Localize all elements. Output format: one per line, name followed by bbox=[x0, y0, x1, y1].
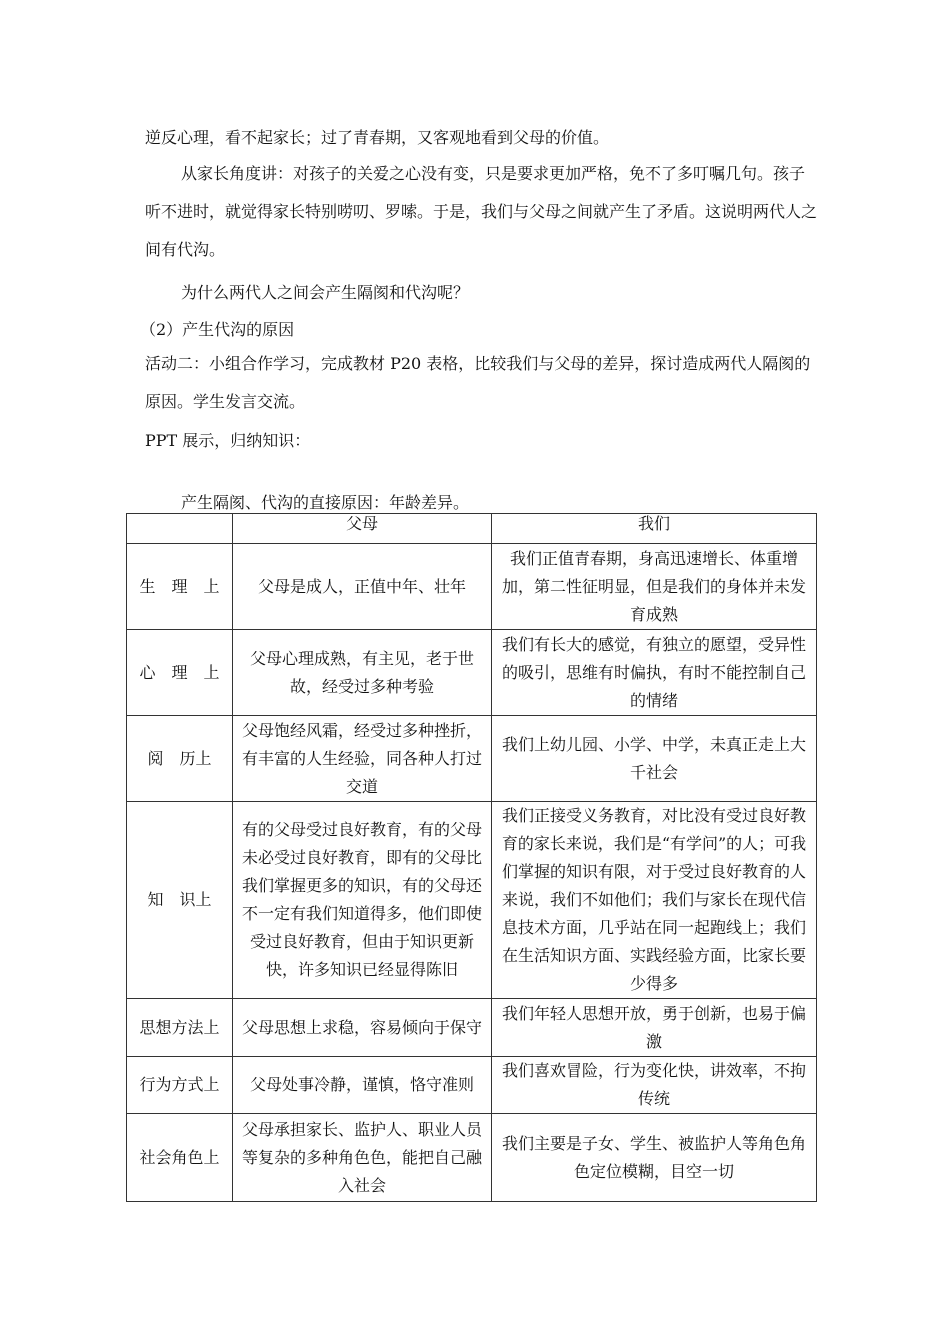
table-header-cell: 父母 bbox=[233, 514, 492, 544]
row-us: 我们正值青春期，身高迅速增长、体重增加，第二性征明显，但是我们的身体并未发育成熟 bbox=[492, 544, 817, 630]
paragraph-parent-view: 从家长角度讲：对孩子的关爱之心没有变，只是要求更加严格，免不了多叮嘱几句。孩子听不进时，就觉得家长特别唠叨、罗嗦。于是，我们与父母之间就产生了矛盾。这说明两代人之间有代沟。 bbox=[145, 164, 818, 259]
table-header-cell: 我们 bbox=[492, 514, 817, 544]
table-header-row bbox=[127, 514, 817, 544]
row-aspect: 行为方式上 bbox=[127, 1057, 233, 1114]
row-aspect: 心 理 上 bbox=[127, 630, 233, 716]
table-row bbox=[127, 802, 817, 999]
comparison-table bbox=[126, 513, 817, 1202]
table-header-cell bbox=[127, 514, 233, 544]
row-us: 我们主要是子女、学生、被监护人等角色角色定位模糊，目空一切 bbox=[492, 1114, 817, 1202]
row-parents: 有的父母受过良好教育，有的父母未必受过良好教育，即有的父母比我们掌握更多的知识，有的父母还不一定有我们知道得多，他们即使受过良好教育，但由于知识更新快，许多知识已经显得陈旧 bbox=[233, 802, 492, 999]
table-row bbox=[127, 544, 817, 630]
row-parents: 父母承担家长、监护人、职业人员等复杂的多种角色色，能把自己融入社会 bbox=[233, 1114, 492, 1202]
row-parents: 父母是成人，正值中年、壮年 bbox=[233, 544, 492, 630]
row-parents: 父母处事冷静，谨慎，恪守准则 bbox=[233, 1057, 492, 1114]
row-aspect: 生 理 上 bbox=[127, 544, 233, 630]
paragraph-question: 为什么两代人之间会产生隔阂和代沟呢？ bbox=[181, 283, 470, 302]
row-us: 我们有长大的感觉，有独立的愿望，受异性的吸引，思维有时偏执，有时不能控制自己的情绪 bbox=[492, 630, 817, 716]
table-row bbox=[127, 999, 817, 1057]
table-row bbox=[127, 1114, 817, 1202]
row-aspect: 阅 历上 bbox=[127, 716, 233, 802]
table-row bbox=[127, 630, 817, 716]
row-aspect: 知 识上 bbox=[127, 802, 233, 999]
paragraph-ppt-display: PPT 展示，归纳知识： bbox=[145, 431, 311, 450]
table-row bbox=[127, 716, 817, 802]
row-parents: 父母心理成熟，有主见，老于世故，经受过多种考验 bbox=[233, 630, 492, 716]
paragraph-direct-cause: 产生隔阂、代沟的直接原因：年龄差异。 bbox=[181, 493, 470, 512]
row-us: 我们喜欢冒险，行为变化快，讲效率，不拘传统 bbox=[492, 1057, 817, 1114]
row-aspect: 思想方法上 bbox=[127, 999, 233, 1057]
paragraph-rebellion: 逆反心理，看不起家长；过了青春期，又客观地看到父母的价值。 bbox=[145, 128, 610, 147]
table-row bbox=[127, 1057, 817, 1114]
row-us: 我们上幼儿园、小学、中学，未真正走上大千社会 bbox=[492, 716, 817, 802]
row-us: 我们年轻人思想开放，勇于创新，也易于偏激 bbox=[492, 999, 817, 1057]
row-parents: 父母思想上求稳，容易倾向于保守 bbox=[233, 999, 492, 1057]
row-aspect: 社会角色上 bbox=[127, 1114, 233, 1202]
row-us: 我们正接受义务教育，对比没有受过良好教育的家长来说，我们是“有学问”的人；可我们掌握的知识有限，对于受过良好教育的人来说，我们不如他们；我们与家长在现代信息技术方面，几乎站在同一起跑线上；我们在生活知识方面、实践经验方面，比家长要少得多 bbox=[492, 802, 817, 999]
section-heading-causes: （2）产生代沟的原因 bbox=[140, 320, 295, 339]
row-parents: 父母饱经风霜，经受过多种挫折，有丰富的人生经验，同各种人打过交道 bbox=[233, 716, 492, 802]
paragraph-activity-two: 活动二：小组合作学习，完成教材 P20 表格，比较我们与父母的差异，探讨造成两代人隔阂的原因。学生发言交流。 bbox=[145, 354, 811, 411]
